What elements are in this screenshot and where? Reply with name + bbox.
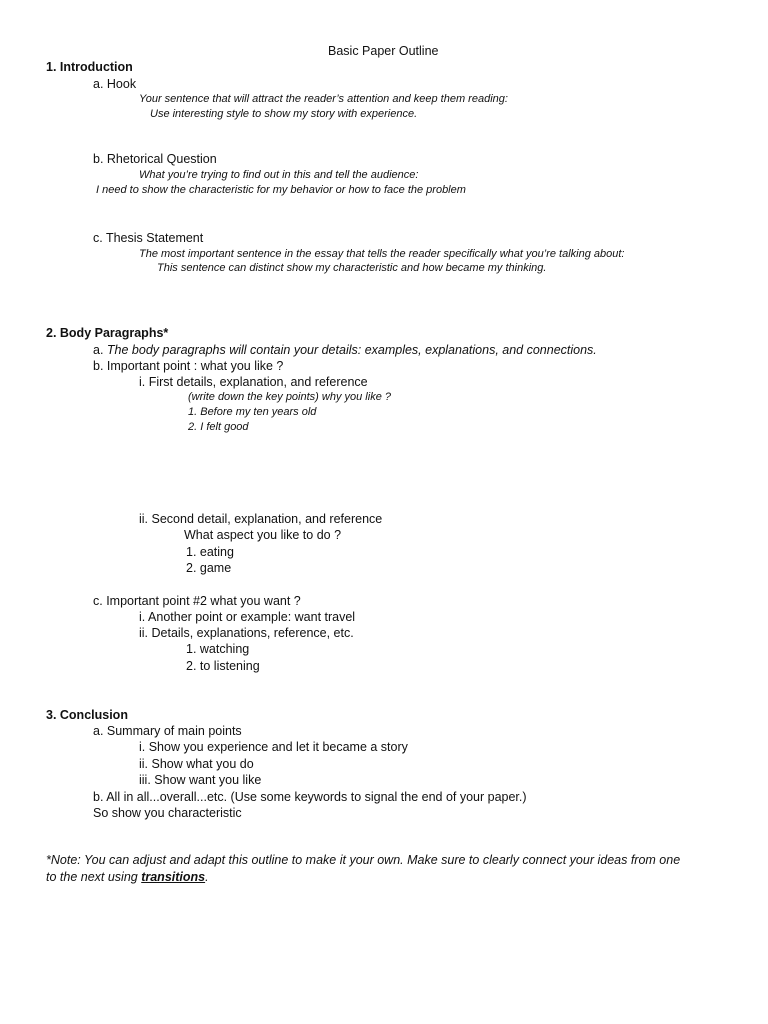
- body-c-details: ii. Details, explanations, reference, etc.: [139, 626, 354, 640]
- list-item: ii. Show what you do: [139, 757, 254, 771]
- conclusion-heading: 3. Conclusion: [46, 708, 128, 722]
- body-b-first-details: i. First details, explanation, and reference: [139, 375, 368, 389]
- page-title: Basic Paper Outline: [328, 44, 439, 58]
- conclusion-closing: So show you characteristic: [93, 806, 242, 820]
- list-item: 2. game: [186, 561, 232, 575]
- conclusion-summary-label: a. Summary of main points: [93, 724, 242, 738]
- list-item: 1. Before my ten years old: [188, 406, 317, 418]
- body-point-a: [93, 343, 597, 357]
- note-line-2: [46, 870, 209, 884]
- body-b-aspect-question: What aspect you like to do ?: [184, 528, 342, 542]
- note-line-2-suffix: .: [205, 870, 209, 884]
- rhetorical-question-answer: I need to show the characteristic for my behavior or how to face the problem: [96, 184, 466, 196]
- conclusion-b-label: b. All in all...overall...etc. (Use some keywords to signal the end of your paper.): [93, 790, 527, 804]
- body-point-a-text: The body paragraphs will contain your details: examples, explanations, and connections.: [106, 343, 597, 357]
- introduction-heading: 1. Introduction: [46, 60, 133, 74]
- list-item: 1. eating: [186, 545, 234, 559]
- body-point-a-prefix: a.: [93, 343, 107, 357]
- thesis-prompt: The most important sentence in the essay that tells the reader specifically what you’re talking about:: [139, 248, 625, 260]
- list-item: 2. to listening: [186, 659, 260, 673]
- hook-label: a. Hook: [93, 77, 137, 91]
- body-b-key-points-note: (write down the key points) why you like ?: [188, 391, 391, 403]
- list-item: 1. watching: [186, 642, 250, 656]
- body-b-second-detail: ii. Second detail, explanation, and reference: [139, 512, 383, 526]
- hook-answer: Use interesting style to show my story with experience.: [150, 108, 418, 120]
- list-item: i. Show you experience and let it became a story: [139, 740, 408, 754]
- body-c-another-point: i. Another point or example: want travel: [139, 610, 356, 624]
- hook-prompt: Your sentence that will attract the reader’s attention and keep them reading:: [139, 93, 508, 105]
- rhetorical-question-label: b. Rhetorical Question: [93, 152, 217, 166]
- body-heading: 2. Body Paragraphs*: [46, 326, 169, 340]
- rhetorical-question-prompt: What you’re trying to find out in this and tell the audience:: [139, 169, 419, 181]
- transitions-link: transitions: [141, 870, 206, 884]
- thesis-answer: This sentence can distinct show my characteristic and how became my thinking.: [157, 262, 547, 274]
- note-line-2-prefix: to the next using: [46, 870, 142, 884]
- body-point-c: c. Important point #2 what you want ?: [93, 594, 301, 608]
- list-item: 2. I felt good: [188, 421, 249, 433]
- list-item: iii. Show want you like: [139, 773, 262, 787]
- thesis-label: c. Thesis Statement: [93, 231, 204, 245]
- note-line-1: *Note: You can adjust and adapt this outline to make it your own. Make sure to clearly connect your ideas from one: [46, 853, 681, 867]
- body-point-b: b. Important point : what you like ?: [93, 359, 284, 373]
